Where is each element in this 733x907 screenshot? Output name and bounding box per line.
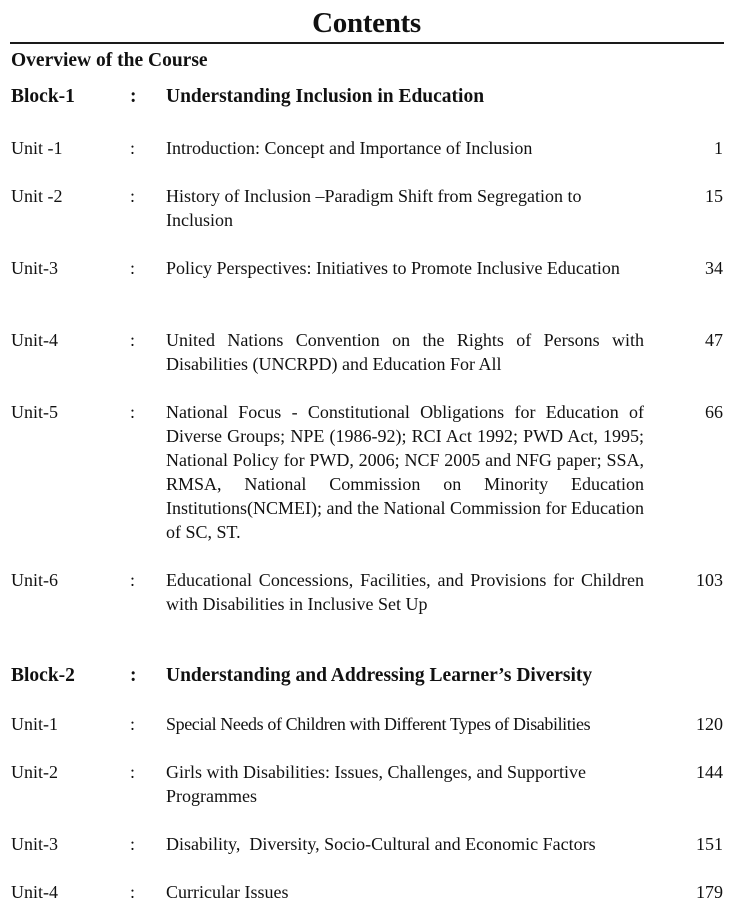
block-label: Block-2 [11,665,75,686]
separator: : [130,882,136,902]
unit-label: Unit-4 [11,882,58,902]
separator: : [130,186,136,206]
unit-title: History of Inclusion –Paradigm Shift from Segregation to Inclusion [166,186,582,230]
page-number: 144 [696,762,723,782]
unit-title: Educational Concessions, Facilities, and Provisions for Children with Disabilities in Inclusive Set Up [166,570,644,614]
page-number: 34 [705,258,723,278]
separator: : [130,86,137,107]
page-number: 66 [705,402,723,422]
overview-link[interactable]: Overview of the Course [11,50,208,71]
unit-label: Unit-5 [11,402,58,422]
unit-label: Unit -2 [11,186,63,206]
unit-title: Curricular Issues [166,882,289,902]
unit-title: Policy Perspectives: Initiatives to Promote Inclusive Education [166,258,620,278]
separator: : [130,714,136,734]
unit-label: Unit-6 [11,570,58,590]
unit-title: Special Needs of Children with Different Types of Disabilities [166,714,591,734]
separator: : [130,762,136,782]
unit-title: Girls with Disabilities: Issues, Challenges, and Supportive Programmes [166,762,586,806]
separator: : [130,402,136,422]
block-label: Block-1 [11,86,75,107]
page-number: 47 [705,330,723,350]
page-number: 15 [705,186,723,206]
unit-label: Unit -1 [11,138,63,158]
block-title: Understanding and Addressing Learner’s Diversity [166,665,593,686]
page-number: 103 [696,570,723,590]
page-number: 151 [696,834,723,854]
separator: : [130,570,136,590]
block-title: Understanding Inclusion in Education [166,86,485,107]
unit-label: Unit-4 [11,330,58,350]
page-number: 179 [696,882,723,902]
separator: : [130,665,137,686]
page-title: Contents [312,7,421,39]
unit-label: Unit-2 [11,762,58,782]
unit-title: Disability, Diversity, Socio-Cultural and Economic Factors [166,834,596,854]
unit-title: United Nations Convention on the Rights of Persons with Disabilities (UNCRPD) and Education For All [166,330,644,374]
unit-label: Unit-1 [11,714,58,734]
separator: : [130,138,136,158]
separator: : [130,258,136,278]
unit-label: Unit-3 [11,258,58,278]
page-number: 120 [696,714,723,734]
unit-title: Introduction: Concept and Importance of Inclusion [166,138,533,158]
page-number: 1 [714,138,723,158]
separator: : [130,834,136,854]
unit-title: National Focus - Constitutional Obligations for Education of Diverse Groups; NPE (1986-92); RCI Act 1992; PWD Act, 1995; National Policy for PWD, 2006; NCF 2005 and NFG paper; SSA, RMSA, National Commission on Minority Education Institutions(NCMEI); and the National Commission for Education of SC, ST. [166,402,644,542]
unit-label: Unit-3 [11,834,58,854]
title-underline [10,42,724,44]
separator: : [130,330,136,350]
